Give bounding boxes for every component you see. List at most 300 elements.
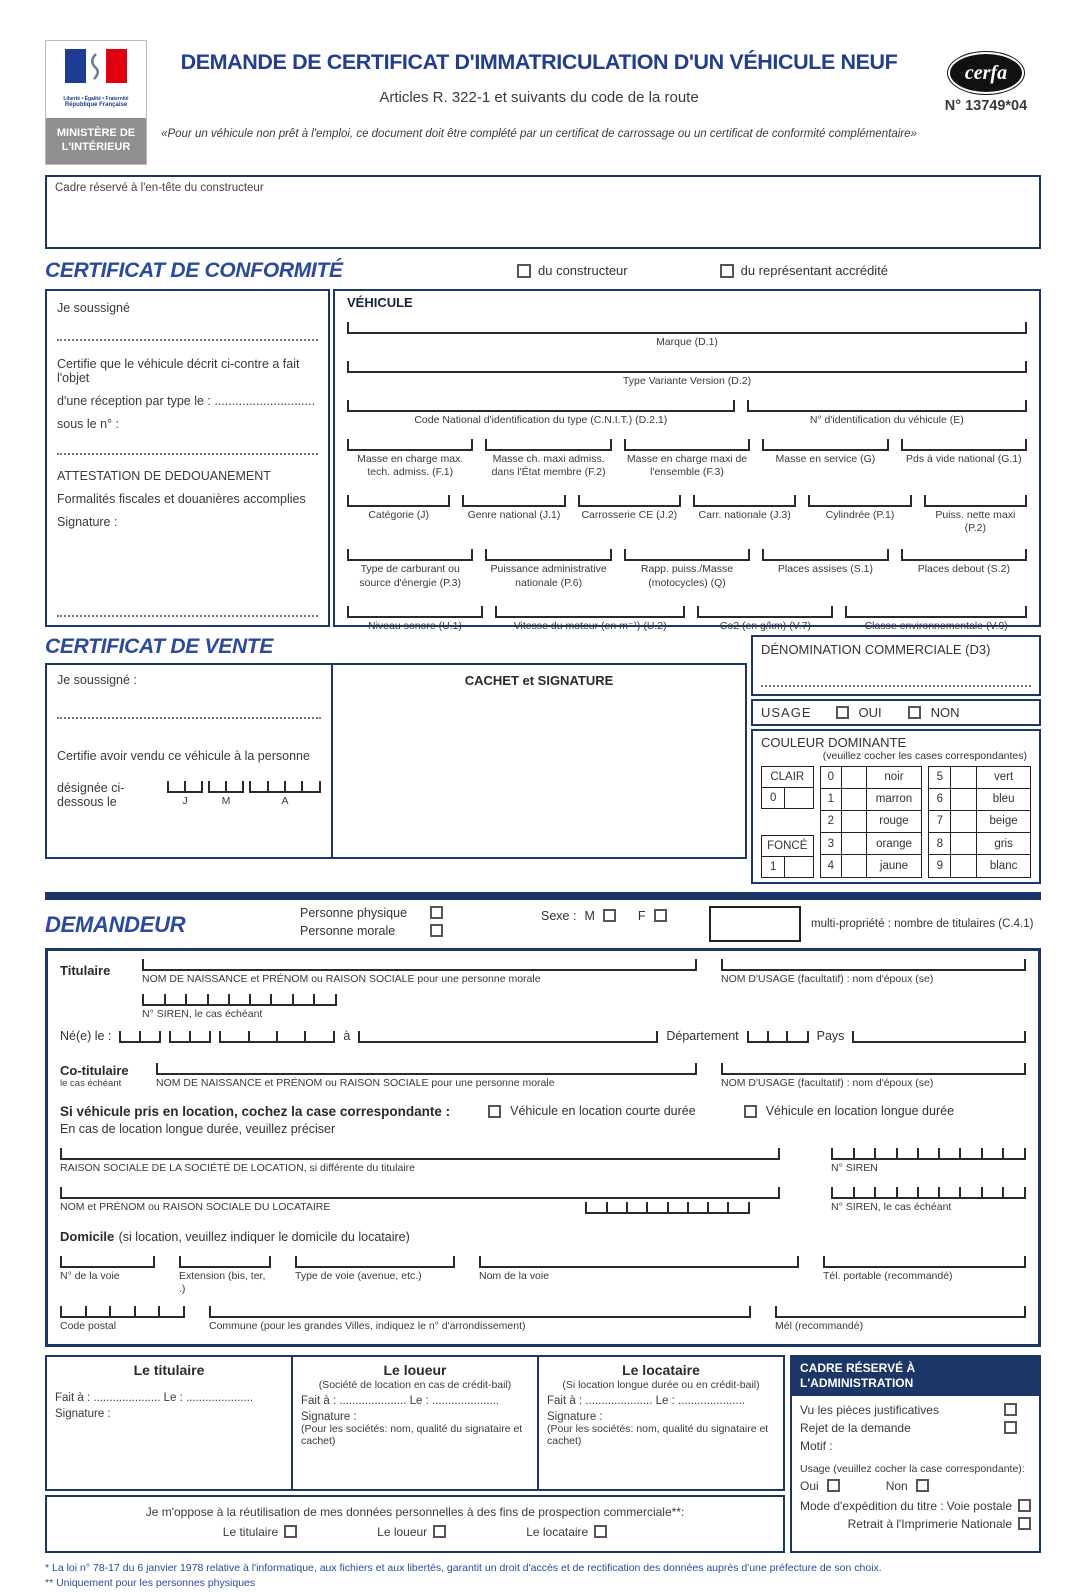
field-j xyxy=(347,495,450,535)
couleur2-row xyxy=(929,788,1031,810)
multi-propriete-input[interactable] xyxy=(709,906,801,942)
opposition-box xyxy=(45,1495,785,1553)
clair-label: CLAIR xyxy=(762,766,814,787)
fonce-table xyxy=(761,835,814,878)
couleur1-checkbox-jaune[interactable] xyxy=(842,855,867,877)
commune-input[interactable] xyxy=(209,1306,751,1318)
opposition-locataire-checkbox[interactable] xyxy=(594,1525,607,1538)
g-input[interactable] xyxy=(762,439,888,451)
ne-le-label: Né(e) le : xyxy=(60,1029,111,1043)
vente-date-m-label: M xyxy=(208,795,244,808)
field-j3 xyxy=(693,495,796,535)
s1-input[interactable] xyxy=(762,549,888,561)
denomination-title: DÉNOMINATION COMMERCIALE (D3) xyxy=(761,642,1031,657)
tel-input[interactable] xyxy=(823,1256,1026,1268)
co-titulaire-nom-usage-label: NOM D'USAGE (facultatif) : nom d'époux (se) xyxy=(721,1077,1026,1090)
conformite-header xyxy=(45,259,1041,283)
p1-label: Cylindrée (P.1) xyxy=(808,509,911,522)
departement-input[interactable] xyxy=(747,1031,809,1043)
titulaire-nom-input[interactable] xyxy=(142,959,697,971)
demandeur-title: DEMANDEUR xyxy=(45,906,300,938)
q-input[interactable] xyxy=(624,549,750,561)
admin-voie-postale-label: Voie postale xyxy=(947,1499,1012,1513)
field-s2 xyxy=(901,549,1027,589)
sig-titulaire-signature[interactable]: Signature : xyxy=(55,1408,283,1420)
sig-titulaire-title: Le titulaire xyxy=(55,1362,283,1378)
personne-physique-checkbox[interactable] xyxy=(430,906,443,919)
denomination-box xyxy=(751,635,1041,696)
couleur2-checkbox-blanc[interactable] xyxy=(951,855,977,877)
field-marque xyxy=(347,322,1027,349)
admin-vu-checkbox[interactable] xyxy=(1004,1403,1017,1416)
cerfa-logo-icon xyxy=(948,52,1024,94)
cachet-signature-label: CACHET et SIGNATURE xyxy=(465,673,614,688)
certifie-label: Certifie que le véhicule décrit ci-contre a fait l'objet xyxy=(57,357,318,385)
bottom-section xyxy=(45,1355,1041,1553)
admin-retrait-label: Retrait à l'Imprimerie Nationale xyxy=(848,1517,1012,1531)
couleur1-code-3: 3 xyxy=(820,833,842,855)
clair-checkbox-cell[interactable] xyxy=(785,787,813,808)
location-longue-label: Véhicule en location longue durée xyxy=(766,1104,954,1118)
vente-soussigne-line[interactable] xyxy=(57,711,321,719)
v7-label: Co2 (en g/km) (V.7) xyxy=(697,620,833,633)
je-soussigne-label: Je soussigné xyxy=(57,301,318,315)
ministry-name: MINISTÈRE DE L'INTÉRIEUR xyxy=(46,115,146,164)
field-v7 xyxy=(697,606,833,633)
sexe-m-label: M xyxy=(584,909,594,923)
attestation-label: ATTESTATION DE DEDOUANEMENT xyxy=(57,469,318,483)
personne-morale-checkbox[interactable] xyxy=(430,924,443,937)
personne-physique-label: Personne physique xyxy=(300,906,430,920)
f1-label: Masse en charge max. tech. admiss. (F.1) xyxy=(347,453,473,479)
couleur1-name-jaune: jaune xyxy=(866,855,922,877)
cerfa-block xyxy=(931,40,1041,114)
admin-motif-label[interactable]: Motif : xyxy=(800,1439,1031,1453)
couleur1-code-2: 2 xyxy=(820,810,842,832)
sexe-f-checkbox[interactable] xyxy=(654,909,667,922)
admin-vu-label: Vu les pièces justificatives xyxy=(800,1403,939,1417)
admin-retrait-checkbox[interactable] xyxy=(1018,1517,1031,1530)
admin-rejet-checkbox[interactable] xyxy=(1004,1421,1017,1434)
g-label: Masse en service (G) xyxy=(762,453,888,466)
usage-label: USAGE xyxy=(761,705,812,720)
voie-num-label: N° de la voie xyxy=(60,1270,155,1283)
couleur1-checkbox-marron[interactable] xyxy=(842,788,867,810)
field-f2 xyxy=(485,439,611,479)
f3-input[interactable] xyxy=(624,439,750,451)
type-voie-label: Type de voie (avenue, etc.) xyxy=(295,1270,455,1283)
sous-le-n-label: sous le n° : xyxy=(57,417,318,431)
header-titles xyxy=(147,40,931,140)
s2-input[interactable] xyxy=(901,549,1027,561)
reception-label: d'une réception par type le : ............................. xyxy=(57,394,318,408)
republic-text: République Française xyxy=(56,102,136,108)
constructeur-checkbox-label: du constructeur xyxy=(538,263,628,278)
couleur2-row xyxy=(929,833,1031,855)
usage-oui-label: OUI xyxy=(859,705,882,720)
admin-title-line1: CADRE RÉSERVÉ À xyxy=(800,1361,1031,1377)
nom-voie-label: Nom de la voie xyxy=(479,1270,799,1283)
french-flag-icon xyxy=(46,41,146,115)
co-titulaire-nom-label: NOM DE NAISSANCE et PRÉNOM ou RAISON SOCIALE pour une personne morale xyxy=(156,1077,697,1090)
commune-label: Commune (pour les grandes Villes, indiquez le n° d'arrondissement) xyxy=(209,1320,751,1333)
field-g xyxy=(762,439,888,479)
sig-loueur-sub: (Société de location en cas de crédit-bail) xyxy=(301,1379,529,1391)
co-titulaire-label: Co-titulaire xyxy=(60,1063,156,1078)
v7-input[interactable] xyxy=(697,606,833,618)
field-p3 xyxy=(347,549,473,589)
vente-certifie: Certifie avoir vendu ce véhicule à la personne xyxy=(57,749,321,763)
sous-le-n-line[interactable] xyxy=(57,447,318,455)
locataire-siren-input[interactable] xyxy=(831,1187,1026,1199)
p3-input[interactable] xyxy=(347,549,473,561)
locataire-siren-label: N° SIREN, le cas échéant xyxy=(831,1201,1026,1214)
constructeur-box-label: Cadre réservé à l'en-tête du constructeur xyxy=(55,182,264,194)
sexe-label: Sexe : xyxy=(541,909,576,923)
location-siren-label: N° SIREN xyxy=(831,1162,1026,1175)
p6-label: Puissance administrative nationale (P.6) xyxy=(485,563,611,589)
vente-date-jour[interactable] xyxy=(167,781,203,793)
field-j2 xyxy=(578,495,681,535)
couleur1-row xyxy=(820,788,922,810)
ministry-logo xyxy=(45,40,147,165)
conformite-signature-line[interactable] xyxy=(57,609,318,617)
field-vin xyxy=(747,400,1027,427)
location-courte-checkbox[interactable] xyxy=(488,1105,501,1118)
personne-morale-label: Personne morale xyxy=(300,924,430,938)
sexe-m-checkbox[interactable] xyxy=(603,909,616,922)
co-titulaire-nom-input[interactable] xyxy=(156,1063,697,1075)
field-cnit xyxy=(347,400,735,427)
sig-loueur-note: (Pour les sociétés: nom, qualité du signataire et cachet) xyxy=(301,1423,529,1447)
demandeur-header xyxy=(45,906,1041,942)
sig-locataire-signature[interactable]: Signature : xyxy=(547,1411,775,1423)
vin-label: N° d'identification du véhicule (E) xyxy=(747,414,1027,427)
cachet-signature-box[interactable] xyxy=(333,665,745,857)
code-postal-label: Code postal xyxy=(60,1320,185,1333)
ne-a-label: à xyxy=(343,1029,350,1043)
titulaire-label: Titulaire xyxy=(60,959,142,978)
footnote-1: * La loi n° 78-17 du 6 janvier 1978 relative à l'informatique, aux fichiers et aux libertés, garantit un droit d'accès et de rectification des données auprès d'une préfecture de son choix. xyxy=(45,1561,1041,1577)
s2-label: Places debout (S.2) xyxy=(901,563,1027,576)
sig-loueur-faitle[interactable]: Fait à : ..................... Le : ..................... xyxy=(301,1395,529,1407)
couleur2-checkbox-bleu[interactable] xyxy=(951,788,977,810)
naissance-mois-input[interactable] xyxy=(169,1031,211,1043)
vente-date-a-label: A xyxy=(249,795,321,808)
vente-date-mois[interactable] xyxy=(208,781,244,793)
tel-label: Tél. portable (recommandé) xyxy=(823,1270,1026,1283)
couleur1-row xyxy=(820,833,922,855)
couleur2-code-6: 6 xyxy=(929,788,951,810)
clair-fonce-tables xyxy=(761,766,814,878)
admin-rejet-label: Rejet de la demande xyxy=(800,1421,911,1435)
usage-oui-checkbox[interactable] xyxy=(836,706,849,719)
opposition-loueur-label: Le loueur xyxy=(377,1525,427,1539)
sig-titulaire-faitle[interactable]: Fait à : ..................... Le : ..................... xyxy=(55,1392,283,1404)
opposition-titulaire-checkbox[interactable] xyxy=(284,1525,297,1538)
code-postal-input[interactable] xyxy=(60,1306,185,1318)
naissance-annee-input[interactable] xyxy=(219,1031,335,1043)
couleur1-row xyxy=(820,810,922,832)
p2-label: Puiss. nette maxi (P.2) xyxy=(924,509,1027,535)
j-input[interactable] xyxy=(347,495,450,507)
fonce-label: FONCÉ xyxy=(762,835,814,856)
u2-input[interactable] xyxy=(495,606,685,618)
couleur2-checkbox-beige[interactable] xyxy=(951,810,977,832)
couleur2-name-blanc: blanc xyxy=(977,855,1031,877)
conformite-title: CERTIFICAT DE CONFORMITÉ xyxy=(45,259,515,283)
location-question-label: Si véhicule pris en location, cochez la case correspondante : xyxy=(60,1104,450,1119)
v9-label: Classe environnementale (V.9) xyxy=(845,620,1027,633)
couleur2-name-bleu: bleu xyxy=(977,788,1031,810)
couleur1-name-orange: orange xyxy=(866,833,922,855)
locataire-extra-input[interactable] xyxy=(585,1202,750,1214)
j2-input[interactable] xyxy=(578,495,681,507)
clair-table xyxy=(761,766,814,809)
u1-label: Niveau sonore (U.1) xyxy=(347,620,483,633)
couleur-subtitle: (veuillez cocher les cases correspondantes) xyxy=(761,750,1027,762)
vin-input[interactable] xyxy=(747,400,1027,412)
f2-input[interactable] xyxy=(485,439,611,451)
titulaire-siren-input[interactable] xyxy=(142,994,337,1006)
vente-je-soussigne: Je soussigné : xyxy=(57,673,321,687)
p2-input[interactable] xyxy=(924,495,1027,507)
titulaire-siren-label: N° SIREN, le cas échéant xyxy=(142,1008,337,1021)
field-type-variante xyxy=(347,361,1027,388)
titulaire-nom-usage-input[interactable] xyxy=(721,959,1026,971)
form-note: «Pour un véhicule non prêt à l'emploi, ce document doit être complété par un certificat de carrossage ou un certificat de conformité complémentaire» xyxy=(161,128,917,140)
couleur1-code-1: 1 xyxy=(820,788,842,810)
extension-input[interactable] xyxy=(179,1256,271,1268)
j2-label: Carrosserie CE (J.2) xyxy=(578,509,681,522)
locataire-nom-label: NOM et PRÉNOM ou RAISON SOCIALE DU LOCATAIRE xyxy=(60,1201,330,1214)
v9-input[interactable] xyxy=(845,606,1027,618)
vehicule-title: VÉHICULE xyxy=(347,295,1027,310)
couleur2-row xyxy=(929,810,1031,832)
vente-title: CERTIFICAT DE VENTE xyxy=(45,635,747,659)
extension-label: Extension (bis, ter, .) xyxy=(179,1270,271,1296)
location-longue-checkbox[interactable] xyxy=(744,1105,757,1118)
location-siren-input[interactable] xyxy=(831,1148,1026,1160)
separator-band xyxy=(45,892,1041,900)
marque-input[interactable] xyxy=(347,322,1027,334)
f1-input[interactable] xyxy=(347,439,473,451)
naissance-jour-input[interactable] xyxy=(119,1031,161,1043)
couleur-box xyxy=(751,729,1041,884)
couleur1-name-rouge: rouge xyxy=(866,810,922,832)
j1-input[interactable] xyxy=(462,495,565,507)
lieu-naissance-input[interactable] xyxy=(358,1031,658,1043)
couleur1-checkbox-orange[interactable] xyxy=(842,833,867,855)
s1-label: Places assises (S.1) xyxy=(762,563,888,576)
conformite-left-box xyxy=(45,289,330,627)
field-f3 xyxy=(624,439,750,479)
admin-mode-label: Mode d'expédition du titre : xyxy=(800,1499,944,1513)
sig-locataire-faitle[interactable]: Fait à : ..................... Le : ..................... xyxy=(547,1395,775,1407)
cnit-label: Code National d'identification du type (C.N.I.T.) (D.2.1) xyxy=(347,414,735,427)
admin-usage-note: Usage (veuillez cocher la case correspondante): xyxy=(800,1463,1031,1475)
q-label: Rapp. puiss./Masse (motocycles) (Q) xyxy=(624,563,750,589)
fonce-code: 1 xyxy=(762,856,785,877)
couleur2-checkbox-vert[interactable] xyxy=(951,766,977,788)
couleur1-code-0: 0 xyxy=(820,766,842,788)
form-title: DEMANDE DE CERTIFICAT D'IMMATRICULATION D'UN VÉHICULE NEUF xyxy=(161,50,917,75)
field-p1 xyxy=(808,495,911,535)
type-variante-input[interactable] xyxy=(347,361,1027,373)
vehicule-box xyxy=(333,289,1041,627)
cerfa-number: N° 13749*04 xyxy=(931,98,1041,114)
couleur2-name-gris: gris xyxy=(977,833,1031,855)
titulaire-nom-label: NOM DE NAISSANCE et PRÉNOM ou RAISON SOCIALE pour une personne morale xyxy=(142,973,697,986)
sexe-f-label: F xyxy=(638,909,646,923)
fonce-checkbox-cell[interactable] xyxy=(785,856,813,877)
denomination-line[interactable] xyxy=(761,679,1031,687)
domicile-note: (si location, veuillez indiquer le domicile du locataire) xyxy=(119,1230,410,1244)
couleur1-checkbox-noir[interactable] xyxy=(842,766,867,788)
couleur2-row xyxy=(929,855,1031,877)
couleur2-code-7: 7 xyxy=(929,810,951,832)
field-p2 xyxy=(924,495,1027,535)
couleur2-row xyxy=(929,766,1031,788)
co-titulaire-nom-usage-input[interactable] xyxy=(721,1063,1026,1075)
nom-voie-input[interactable] xyxy=(479,1256,799,1268)
voie-num-input[interactable] xyxy=(60,1256,155,1268)
header xyxy=(45,40,1041,165)
le-cas-echeant-label: le cas échéant xyxy=(60,1078,156,1089)
admin-oui-checkbox[interactable] xyxy=(827,1479,840,1492)
signature-locataire-box xyxy=(537,1357,783,1489)
couleur-table-2 xyxy=(928,766,1031,878)
sig-loueur-signature[interactable]: Signature : xyxy=(301,1411,529,1423)
type-variante-label: Type Variante Version (D.2) xyxy=(347,375,1027,388)
j1-label: Genre national (J.1) xyxy=(462,509,565,522)
field-s1 xyxy=(762,549,888,589)
couleur1-code-4: 4 xyxy=(820,855,842,877)
p1-input[interactable] xyxy=(808,495,911,507)
g1-label: Pds à vide national (G.1) xyxy=(901,453,1027,466)
couleur2-name-vert: vert xyxy=(977,766,1031,788)
vente-section xyxy=(45,635,1041,884)
raison-sociale-location-input[interactable] xyxy=(60,1148,780,1160)
couleur2-name-beige: beige xyxy=(977,810,1031,832)
domicile-label: Domicile xyxy=(60,1229,114,1244)
admin-title-line2: L'ADMINISTRATION xyxy=(800,1376,1031,1392)
admin-voie-postale-checkbox[interactable] xyxy=(1018,1499,1031,1512)
j-label: Catégorie (J) xyxy=(347,509,450,522)
field-j1 xyxy=(462,495,565,535)
j3-label: Carr. nationale (J.3) xyxy=(693,509,796,522)
couleur2-code-8: 8 xyxy=(929,833,951,855)
f3-label: Masse en charge maxi de l'ensemble (F.3) xyxy=(624,453,750,479)
raison-sociale-location-label: RAISON SOCIALE DE LA SOCIÉTÉ DE LOCATION, si différente du titulaire xyxy=(60,1162,780,1175)
opposition-loueur-checkbox[interactable] xyxy=(433,1525,446,1538)
opposition-titulaire-label: Le titulaire xyxy=(223,1525,278,1539)
titulaire-nom-usage-label: NOM D'USAGE (facultatif) : nom d'époux (se) xyxy=(721,973,1026,986)
constructeur-checkbox[interactable] xyxy=(517,264,531,278)
representant-checkbox[interactable] xyxy=(720,264,734,278)
signature-label: Signature : xyxy=(57,515,318,529)
location-courte-label: Véhicule en location courte durée xyxy=(510,1104,696,1118)
couleur2-code-9: 9 xyxy=(929,855,951,877)
pays-input[interactable] xyxy=(852,1031,1026,1043)
locataire-nom-input[interactable] xyxy=(60,1187,780,1199)
couleur2-code-5: 5 xyxy=(929,766,951,788)
opposition-text: Je m'oppose à la réutilisation de mes données personnelles à des fins de prospection commerciale**: xyxy=(47,1505,783,1519)
multi-propriete-label: multi-propriété : nombre de titulaires (C.4.1) xyxy=(811,918,1041,930)
cnit-input[interactable] xyxy=(347,400,735,412)
f2-label: Masse ch. maxi admiss. dans l'État membre (F.2) xyxy=(485,453,611,479)
mel-label: Mél (recommandé) xyxy=(775,1320,1026,1333)
admin-oui-label: Oui xyxy=(800,1479,819,1493)
p6-input[interactable] xyxy=(485,549,611,561)
field-g1 xyxy=(901,439,1027,479)
couleur1-name-marron: marron xyxy=(866,788,922,810)
couleur1-name-noir: noir xyxy=(866,766,922,788)
admin-non-checkbox[interactable] xyxy=(916,1479,929,1492)
usage-non-checkbox[interactable] xyxy=(908,706,921,719)
marque-label: Marque (D.1) xyxy=(347,336,1027,349)
motto-text: Liberté • Égalité • Fraternité xyxy=(56,96,136,102)
vente-designee: désignée ci-dessous le xyxy=(57,781,163,809)
sig-loueur-title: Le loueur xyxy=(301,1362,529,1378)
form-subtitle: Articles R. 322-1 et suivants du code de la route xyxy=(161,89,917,106)
couleur1-checkbox-rouge[interactable] xyxy=(842,810,867,832)
g1-input[interactable] xyxy=(901,439,1027,451)
field-u1 xyxy=(347,606,483,633)
opposition-locataire-label: Le locataire xyxy=(526,1525,588,1539)
sig-locataire-title: Le locataire xyxy=(547,1362,775,1378)
p3-label: Type de carburant ou source d'énergie (P.3) xyxy=(347,563,473,589)
admin-box xyxy=(790,1355,1041,1553)
signature-loueur-box xyxy=(291,1357,537,1489)
footnote-2: ** Uniquement pour les personnes physiques xyxy=(45,1576,1041,1592)
couleur1-row xyxy=(820,855,922,877)
footnotes xyxy=(45,1561,1041,1592)
usage-box xyxy=(751,699,1041,726)
couleur-table-1 xyxy=(820,766,923,878)
couleur-title: COULEUR DOMINANTE xyxy=(761,735,1031,750)
je-soussigne-line[interactable] xyxy=(57,333,318,341)
constructeur-box[interactable] xyxy=(45,175,1041,249)
field-u2 xyxy=(495,606,685,633)
field-q xyxy=(624,549,750,589)
encas-label: En cas de location longue durée, veuillez préciser xyxy=(60,1122,1026,1136)
usage-non-label: NON xyxy=(931,705,960,720)
clair-code: 0 xyxy=(762,787,785,808)
demandeur-box xyxy=(45,948,1041,1347)
admin-non-label: Non xyxy=(886,1479,908,1493)
u2-label: Vitesse du moteur (en m⁻¹) (U.2) xyxy=(495,620,685,633)
vente-date-annee[interactable] xyxy=(249,781,321,793)
pays-label: Pays xyxy=(817,1029,845,1043)
sig-locataire-sub: (Si location longue durée ou en crédit-bail) xyxy=(547,1379,775,1391)
mel-input[interactable] xyxy=(775,1306,1026,1318)
sig-locataire-note: (Pour les sociétés: nom, qualité du signataire et cachet) xyxy=(547,1423,775,1447)
u1-input[interactable] xyxy=(347,606,483,618)
type-voie-input[interactable] xyxy=(295,1256,455,1268)
departement-label: Département xyxy=(666,1029,738,1043)
vente-left-box xyxy=(47,665,333,857)
conformite-section xyxy=(45,289,1041,627)
field-v9 xyxy=(845,606,1027,633)
field-p6 xyxy=(485,549,611,589)
j3-input[interactable] xyxy=(693,495,796,507)
representant-checkbox-label: du représentant accrédité xyxy=(741,263,888,278)
vente-date-j-label: J xyxy=(167,795,203,808)
couleur2-checkbox-gris[interactable] xyxy=(951,833,977,855)
field-f1 xyxy=(347,439,473,479)
couleur1-row xyxy=(820,766,922,788)
